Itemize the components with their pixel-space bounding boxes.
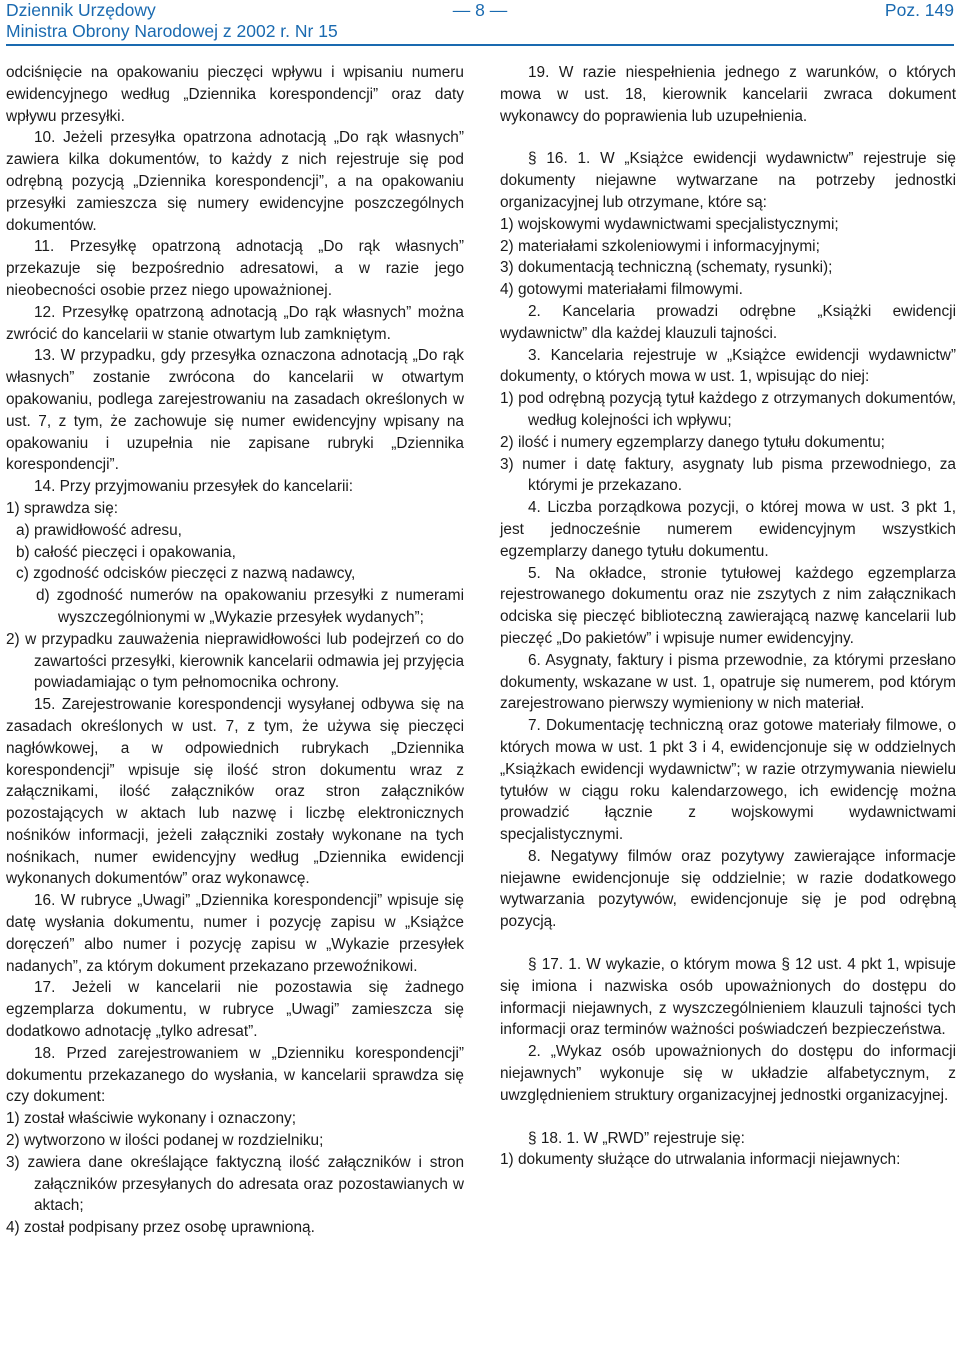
right-column	[500, 62, 956, 1171]
list-item: b) całość pieczęci i opakowania,	[16, 543, 236, 561]
paragraph: 16. W rubryce „Uwagi” „Dziennika korespondencji” wpisuje się datę wysłania dokumentu, numer i pozycję zapisu w „Książce doręczeń” albo numer i pozycję zapisu w „Wykazie przesyłek nadanych”, za którym dokument przekazano przewoźnikowi.	[6, 892, 464, 975]
paragraph: 14. Przy przyjmowaniu przesyłek do kancelarii:	[34, 478, 354, 496]
list-item: 4) został podpisany przez osobę uprawnioną.	[6, 1219, 315, 1237]
list-item: 1) został właściwie wykonany i oznaczony;	[6, 1110, 296, 1128]
page-header	[0, 0, 960, 44]
paragraph: 11. Przesyłkę opatrzoną adnotacją „Do rąk własnych” przekazuje się bezpośrednio adresatowi, a w razie jego nieobecności osobie przez niego upoważnionej.	[6, 238, 464, 299]
paragraph: 12. Przesyłkę opatrzoną adnotacją „Do rąk własnych” można zwrócić do kancelarii w stanie otwartym lub zamkniętym.	[6, 303, 464, 343]
spacer	[500, 933, 956, 954]
paragraph: 3. Kancelaria rejestruje w „Książce ewidencji wydawnictw” dokumenty, o których mowa w ust. 1, wpisując do niej:	[500, 346, 956, 386]
paragraph: odciśnięcie na opakowaniu pieczęci wpływu i wpisaniu numeru ewidencyjnego według „Dziennika korespondencji” oraz daty wpływu przesyłki.	[6, 64, 464, 125]
list-item: d) zgodność numerów na opakowaniu przesyłki z numerami wyszczególnionymi w „Wykazie przesyłek wydanych”;	[36, 587, 464, 626]
list-item: c) zgodność odcisków pieczęci z nazwą nadawcy,	[16, 565, 356, 583]
paragraph: 15. Zarejestrowanie korespondencji wysyłanej odbywa się na zasadach określonych w ust. 7, z tym, że używa się pieczęci nagłówkowej, a w odpowiednich rubrykach „Dziennika korespondencji” wpisuje się ilość stron dokumentu wraz z załącznikami, ilość załączników oraz stron załączników pozostających w aktach lub nazwę i liczbę elektronicznych nośników informacji, jeżeli załączniki zostały wykonane na tych nośnikach, numer ewidencyjny według „Dziennika ewidencji wykonanych dokumentów” oraz wykonawcę.	[6, 696, 464, 888]
paragraph: 8. Negatywy filmów oraz pozytywy zawierające informacje niejawne ewidencjonuje się oddzielnie; w razie dodatkowego wytwarzania pozytywów, ewidencjonuje się je pod odrębną pozycją.	[500, 847, 956, 931]
ministry-issue: Ministra Obrony Narodowej z 2002 r. Nr 15	[6, 21, 338, 41]
paragraph: 2. „Wykaz osób upoważnionych do dostępu do informacji niejawnych” wykonuje się w układzie alfabetycznym, z uwzględnieniem struktury organizacyjnej jednostki organizacyjnej.	[500, 1043, 956, 1104]
list-item: 3) numer i datę faktury, asygnaty lub pisma przewodniego, za którymi je przekazano.	[500, 455, 956, 495]
paragraph: 10. Jeżeli przesyłka opatrzona adnotacją „Do rąk własnych” zawiera kilka dokumentów, to każdy z nich rejestruje się pod odrębną pozycją „Dziennika korespondencji”, a na opakowaniu przesyłki zamieszcza się numery ewidencyjne poszczególnych dokumentów.	[6, 129, 464, 234]
section-paragraph: § 16. 1. W „Książce ewidencji wydawnictw” rejestruje się dokumenty niejawne wytwarzane na potrzeby jednostki organizacyjnej lub otrzymane, które są:	[500, 150, 956, 211]
spacer	[500, 127, 956, 148]
list-item: 3) dokumentacją techniczną (schematy, rysunki);	[500, 259, 833, 277]
position-number: Poz. 149	[884, 0, 954, 20]
section-paragraph: § 18. 1. W „RWD” rejestruje się:	[528, 1129, 745, 1147]
paragraph: 6. Asygnaty, faktury i pisma przewodnie, za którymi przesłano dokumenty, wskazane w ust. 1, opatruje się numerem, pod którym zarejestrowano pierwszy wymieniony w nich materiał.	[500, 651, 956, 713]
paragraph: 2. Kancelaria prowadzi odrębne „Książki ewidencji wydawnictw” dla każdej klauzuli tajności.	[500, 302, 956, 342]
paragraph: 18. Przed zarejestrowaniem w „Dzienniku korespondencji” dokumentu przekazanego do wysłania, w kancelarii sprawdza się czy dokument:	[6, 1044, 464, 1106]
list-item: 1) pod odrębną pozycją tytuł każdego z otrzymanych dokumentów, według kolejności ich wpływu;	[500, 390, 956, 429]
page-number: — 8 —	[452, 0, 508, 20]
paragraph: 19. W razie niespełnienia jednego z warunków, o których mowa w ust. 18, kierownik kancelarii zwraca dokument wykonawcy do poprawienia lub uzupełnienia.	[500, 64, 956, 125]
header-rule	[6, 44, 954, 46]
list-item: 2) materiałami szkoleniowymi i informacyjnymi;	[500, 237, 820, 255]
journal-title: Dziennik Urzędowy	[6, 0, 156, 20]
list-item: 4) gotowymi materiałami filmowymi.	[500, 281, 743, 299]
list-item: 3) zawiera dane określające faktyczną ilość załączników i stron załączników przesyłanych do adresata oraz pozostawianych w aktach;	[6, 1153, 464, 1215]
paragraph: 13. W przypadku, gdy przesyłka oznaczona adnotacją „Do rąk własnych” zostanie zwrócona do kancelarii w otwartym opakowaniu, podlega zarejestrowaniu na zasadach określonych w ust. 7, z tym, że zachowuje się numer ewidencyjny wpisany na opakowaniu i uzupełnia nie zapisane rubryki „Dziennika korespondencji”.	[6, 347, 464, 474]
spacer	[500, 1107, 956, 1128]
left-column	[6, 62, 464, 1239]
list-item: 2) ilość i numery egzemplarzy danego tytułu dokumentu;	[500, 433, 885, 451]
paragraph: 17. Jeżeli w kancelarii nie pozostawia się żadnego egzemplarza dokumentu, w rubryce „Uwagi” zamieszcza się dodatkowo adnotację „tylko adresat”.	[6, 979, 464, 1041]
list-item: 2) wytworzono w ilości podanej w rozdzielniku;	[6, 1132, 324, 1150]
paragraph: 4. Liczba porządkowa pozycji, o której mowa w ust. 3 pkt 1, jest jednocześnie numerem ewidencyjnym wszystkich egzemplarzy danego tytułu dokumentu.	[500, 499, 956, 560]
list-item: 1) dokumenty służące do utrwalania informacji niejawnych:	[500, 1151, 901, 1169]
list-item: 1) sprawdza się:	[6, 499, 119, 517]
list-item: 2) w przypadku zauważenia nieprawidłowości lub podejrzeń co do zawartości przesyłki, kierownik kancelarii odmawia jej przyjęcia powiadamiając o tym pełnomocnika ochrony.	[6, 630, 464, 692]
list-item: a) prawidłowość adresu,	[16, 521, 182, 539]
section-paragraph: § 17. 1. W wykazie, o którym mowa § 12 ust. 4 pkt 1, wpisuje się imiona i nazwiska osób upoważnionych do dostępu do informacji niejawnych, z wyszczególnieniem klauzuli tajności tych informacji oraz terminów ważności poświadczeń bezpieczeństwa.	[500, 956, 956, 1039]
paragraph: 7. Dokumentację techniczną oraz gotowe materiały filmowe, o których mowa w ust. 1 pkt 3 i 4, ewidencjonuje się w oddzielnych „Książkach ewidencji wydawnictw”; w razie otrzymywania niewielu tytułów w ciągu roku kalendarzowego, ich ewidencję można prowadzić łącznie z wojskowymi wydawnictwami specjalistycznymi.	[500, 717, 956, 844]
paragraph: 5. Na okładce, stronie tytułowej każdego egzemplarza rejestrowanego dokumentu oraz nie zszytych z nim załącznikach odciska się pieczęć biblioteczną zawierającą nazwę kancelarii lub pieczęć „Do pakietów” i wpisuje numer ewidencyjny.	[500, 564, 956, 647]
list-item: 1) wojskowymi wydawnictwami specjalistycznymi;	[500, 215, 839, 233]
